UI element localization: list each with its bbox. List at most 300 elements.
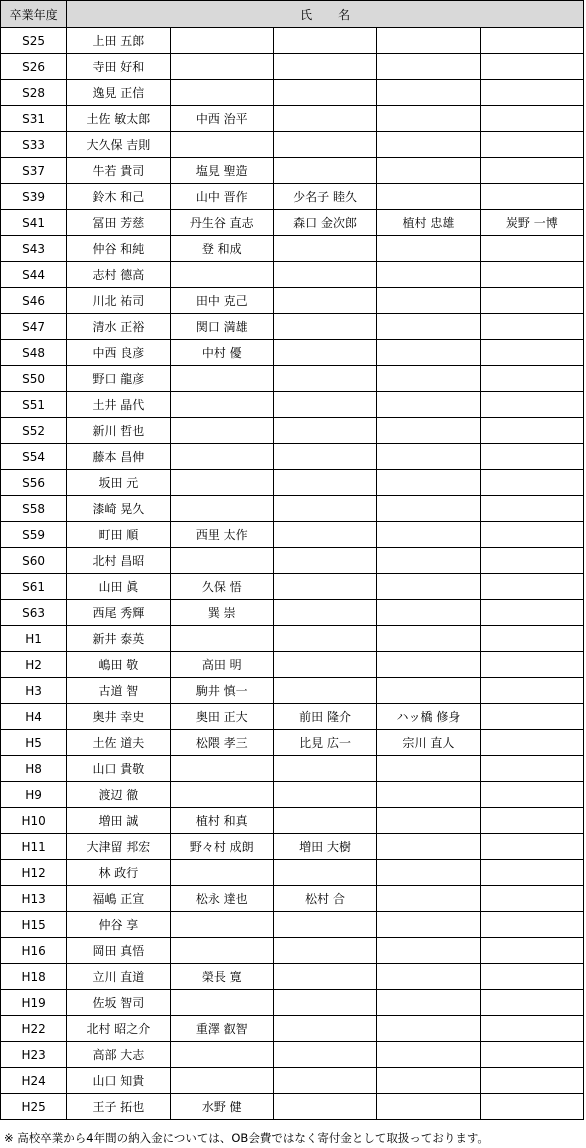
year-cell: S52 [1,418,67,444]
name-cell [480,158,583,184]
header-row [1,1,584,28]
name-cell [377,574,480,600]
year-cell: S43 [1,236,67,262]
name-cell: 久保 悟 [170,574,273,600]
name-cell [480,366,583,392]
name-cell: 上田 五郎 [67,28,170,54]
name-cell [377,158,480,184]
name-cell: 野々村 成朗 [170,834,273,860]
name-cell: 水野 健 [170,1094,273,1120]
year-cell: S37 [1,158,67,184]
year-cell: S47 [1,314,67,340]
year-cell: S56 [1,470,67,496]
year-cell: S51 [1,392,67,418]
table-row [1,626,584,652]
name-cell: 土佐 敏太郎 [67,106,170,132]
table-row [1,938,584,964]
name-cell: 宗川 直人 [377,730,480,756]
name-cell [377,132,480,158]
header-name [67,1,584,28]
year-cell: S33 [1,132,67,158]
year-cell: S60 [1,548,67,574]
name-cell [480,626,583,652]
name-cell [170,782,273,808]
name-cell [480,184,583,210]
name-cell: 坂田 元 [67,470,170,496]
name-cell [377,1042,480,1068]
table-row [1,600,584,626]
name-cell [377,1016,480,1042]
name-cell [170,132,273,158]
table-row [1,314,584,340]
name-cell [377,392,480,418]
name-cell: 仲谷 和純 [67,236,170,262]
table-row [1,782,584,808]
name-cell: 逸見 正信 [67,80,170,106]
table-body [1,28,584,1120]
name-cell: 山口 貴敬 [67,756,170,782]
year-cell: S59 [1,522,67,548]
name-cell [273,470,376,496]
name-cell [480,574,583,600]
name-cell: 佐坂 智司 [67,990,170,1016]
table-row [1,704,584,730]
name-cell [480,860,583,886]
name-cell: 中西 治平 [170,106,273,132]
name-cell [377,288,480,314]
name-cell: 志村 德高 [67,262,170,288]
name-cell: ハッ橋 修身 [377,704,480,730]
name-cell: 山田 眞 [67,574,170,600]
name-cell [377,652,480,678]
year-cell: S26 [1,54,67,80]
year-cell: H10 [1,808,67,834]
year-cell: H5 [1,730,67,756]
table-row [1,418,584,444]
name-cell [480,340,583,366]
table-row [1,912,584,938]
name-cell: 高田 明 [170,652,273,678]
name-cell: 森口 金次郎 [273,210,376,236]
year-cell: S39 [1,184,67,210]
year-cell: H13 [1,886,67,912]
name-cell [480,132,583,158]
name-cell [480,652,583,678]
name-cell [480,1016,583,1042]
header-name-part-2: 名 [338,7,351,22]
name-cell: 山口 知貴 [67,1068,170,1094]
name-cell [377,496,480,522]
table-row [1,470,584,496]
name-cell [480,548,583,574]
year-cell: H25 [1,1094,67,1120]
table-row [1,808,584,834]
name-cell [273,80,376,106]
name-cell [170,756,273,782]
name-cell [377,236,480,262]
table-row [1,210,584,236]
year-cell: H12 [1,860,67,886]
table-row [1,522,584,548]
year-cell: S50 [1,366,67,392]
name-cell: 町田 順 [67,522,170,548]
name-cell [273,340,376,366]
name-cell: 比見 広一 [273,730,376,756]
year-cell: S44 [1,262,67,288]
year-cell: S28 [1,80,67,106]
name-cell: 仲谷 享 [67,912,170,938]
name-cell [377,782,480,808]
name-cell [480,314,583,340]
year-cell: H3 [1,678,67,704]
name-cell [480,964,583,990]
year-cell: S41 [1,210,67,236]
table-row [1,184,584,210]
name-cell: 大久保 吉則 [67,132,170,158]
name-cell: 寺田 好和 [67,54,170,80]
table-row [1,1042,584,1068]
name-cell [480,106,583,132]
name-cell: 藤本 昌伸 [67,444,170,470]
name-cell [273,418,376,444]
table-row [1,1016,584,1042]
year-cell: H4 [1,704,67,730]
name-cell: 松村 合 [273,886,376,912]
year-cell: H22 [1,1016,67,1042]
name-cell [377,470,480,496]
year-cell: S48 [1,340,67,366]
year-cell: H16 [1,938,67,964]
name-cell: 西尾 秀輝 [67,600,170,626]
name-cell: 北村 昌昭 [67,548,170,574]
name-cell [170,392,273,418]
name-cell [377,1068,480,1094]
table-row [1,158,584,184]
name-cell [377,808,480,834]
name-cell: 大津留 邦宏 [67,834,170,860]
table-row [1,1068,584,1094]
name-cell: 北村 昭之介 [67,1016,170,1042]
name-cell: 林 政行 [67,860,170,886]
name-cell [377,106,480,132]
name-cell [377,444,480,470]
name-cell: 巽 崇 [170,600,273,626]
year-cell: S54 [1,444,67,470]
name-cell [273,600,376,626]
name-cell: 増田 誠 [67,808,170,834]
name-cell [273,288,376,314]
header-year: 卒業年度 [1,1,67,28]
name-cell [170,80,273,106]
name-cell [273,1068,376,1094]
name-cell: 嶋田 敬 [67,652,170,678]
table-row [1,28,584,54]
name-cell: 奥井 幸史 [67,704,170,730]
name-cell: 漆崎 晃久 [67,496,170,522]
name-cell: 高部 大志 [67,1042,170,1068]
name-cell: 松隈 孝三 [170,730,273,756]
name-cell: 新川 哲也 [67,418,170,444]
name-cell [170,28,273,54]
name-cell [273,158,376,184]
table-row [1,106,584,132]
table-row [1,990,584,1016]
name-cell: 奥田 正大 [170,704,273,730]
name-cell [377,834,480,860]
table-row [1,444,584,470]
table-row [1,80,584,106]
name-cell [480,470,583,496]
table-row [1,860,584,886]
name-cell: 川北 祐司 [67,288,170,314]
name-cell [480,808,583,834]
name-cell [480,522,583,548]
name-cell [273,756,376,782]
name-cell: 松永 達也 [170,886,273,912]
name-cell [170,860,273,886]
footnote: ※ 高校卒業から4年間の納入金については、OB会費ではなく寄付金として取扱っております。 [4,1131,489,1145]
name-cell: 丹生谷 直志 [170,210,273,236]
table-row [1,574,584,600]
name-cell: 少名子 睦久 [273,184,376,210]
name-cell [480,1068,583,1094]
name-cell [377,626,480,652]
name-cell: 牛若 貴司 [67,158,170,184]
year-cell: H19 [1,990,67,1016]
name-cell: 塩見 聖造 [170,158,273,184]
table-row [1,392,584,418]
name-cell [170,496,273,522]
name-cell [273,496,376,522]
name-cell [480,730,583,756]
name-cell [273,574,376,600]
name-cell: 新井 泰英 [67,626,170,652]
table-row [1,834,584,860]
name-cell: 登 和成 [170,236,273,262]
table-row [1,548,584,574]
year-cell: S58 [1,496,67,522]
name-cell [273,392,376,418]
name-cell [377,80,480,106]
name-cell: 植村 和真 [170,808,273,834]
name-cell: 立川 直道 [67,964,170,990]
name-cell [273,964,376,990]
name-cell [273,1094,376,1120]
table-row [1,678,584,704]
name-cell [377,28,480,54]
name-cell [273,860,376,886]
name-cell: 田中 克己 [170,288,273,314]
year-cell: H23 [1,1042,67,1068]
name-cell: 野口 龍彦 [67,366,170,392]
name-cell: 関口 満雄 [170,314,273,340]
name-cell [273,912,376,938]
name-cell: 古道 智 [67,678,170,704]
name-cell [273,132,376,158]
table-row [1,54,584,80]
name-cell: 前田 隆介 [273,704,376,730]
name-cell: 西里 太作 [170,522,273,548]
name-cell [273,262,376,288]
name-cell [377,938,480,964]
name-cell [273,678,376,704]
table-row [1,340,584,366]
name-cell: 王子 拓也 [67,1094,170,1120]
year-cell: S31 [1,106,67,132]
name-cell [377,548,480,574]
name-cell: 駒井 慎一 [170,678,273,704]
name-cell [170,912,273,938]
name-cell: 重澤 叡智 [170,1016,273,1042]
table-row [1,1094,584,1120]
year-cell: S61 [1,574,67,600]
table-row [1,288,584,314]
name-cell [480,704,583,730]
table-row [1,366,584,392]
name-cell: 増田 大樹 [273,834,376,860]
name-cell [480,262,583,288]
name-cell [170,626,273,652]
name-cell: 土井 晶代 [67,392,170,418]
name-cell [273,990,376,1016]
name-cell [480,28,583,54]
name-cell [480,54,583,80]
name-cell [480,834,583,860]
name-cell [273,366,376,392]
name-cell [480,678,583,704]
table-row [1,964,584,990]
name-cell: 土佐 道夫 [67,730,170,756]
name-cell: 炭野 一博 [480,210,583,236]
name-cell: 鈴木 和己 [67,184,170,210]
name-cell [170,418,273,444]
name-cell [480,938,583,964]
name-cell [377,756,480,782]
name-cell [273,808,376,834]
name-cell: 清水 正裕 [67,314,170,340]
year-cell: H9 [1,782,67,808]
name-cell [377,912,480,938]
year-cell: S46 [1,288,67,314]
name-cell [377,886,480,912]
name-cell [273,236,376,262]
name-cell [170,444,273,470]
name-cell [170,548,273,574]
table-row [1,756,584,782]
name-cell: 中村 優 [170,340,273,366]
year-cell: S25 [1,28,67,54]
name-cell [170,470,273,496]
name-cell [377,418,480,444]
name-cell [377,54,480,80]
name-cell [480,496,583,522]
name-cell [273,28,376,54]
name-cell [480,756,583,782]
name-cell [480,236,583,262]
table-row [1,236,584,262]
year-cell: H24 [1,1068,67,1094]
name-cell: 冨田 芳慈 [67,210,170,236]
name-cell [480,990,583,1016]
name-cell [377,184,480,210]
name-cell [480,600,583,626]
name-cell [377,600,480,626]
name-cell: 山中 晋作 [170,184,273,210]
table-row [1,496,584,522]
name-cell [273,1016,376,1042]
name-cell [480,288,583,314]
name-cell [273,522,376,548]
name-cell [480,444,583,470]
year-cell: H18 [1,964,67,990]
name-cell [377,678,480,704]
table-row [1,652,584,678]
name-cell [480,418,583,444]
name-cell [480,1094,583,1120]
name-cell [170,990,273,1016]
name-cell [273,782,376,808]
name-cell: 渡辺 徹 [67,782,170,808]
name-cell [377,990,480,1016]
year-cell: H15 [1,912,67,938]
year-cell: H8 [1,756,67,782]
year-cell: H11 [1,834,67,860]
name-cell [377,262,480,288]
name-cell [273,548,376,574]
name-cell [273,1042,376,1068]
name-cell [480,1042,583,1068]
name-cell [480,886,583,912]
name-cell [170,1068,273,1094]
name-cell [273,444,376,470]
name-cell: 岡田 真悟 [67,938,170,964]
table-row [1,262,584,288]
name-cell [170,938,273,964]
table-row [1,730,584,756]
name-cell [273,938,376,964]
name-cell [377,860,480,886]
name-cell [377,522,480,548]
name-cell [170,1042,273,1068]
name-cell [480,782,583,808]
name-cell: 中西 良彦 [67,340,170,366]
name-cell [377,964,480,990]
header-name-part-1: 氏 [300,7,313,22]
name-cell: 植村 忠雄 [377,210,480,236]
name-cell [480,912,583,938]
name-cell: 福嶋 正宣 [67,886,170,912]
name-cell [170,54,273,80]
name-cell [480,80,583,106]
year-cell: S63 [1,600,67,626]
name-cell [377,340,480,366]
name-cell [377,366,480,392]
name-cell: 榮長 寛 [170,964,273,990]
table-row [1,132,584,158]
name-cell [273,106,376,132]
name-cell [377,314,480,340]
name-cell [273,626,376,652]
name-cell [170,366,273,392]
table-row [1,886,584,912]
name-cell [377,1094,480,1120]
name-cell [480,392,583,418]
name-cell [170,262,273,288]
name-cell [273,652,376,678]
year-cell: H2 [1,652,67,678]
year-cell: H1 [1,626,67,652]
name-cell [273,314,376,340]
